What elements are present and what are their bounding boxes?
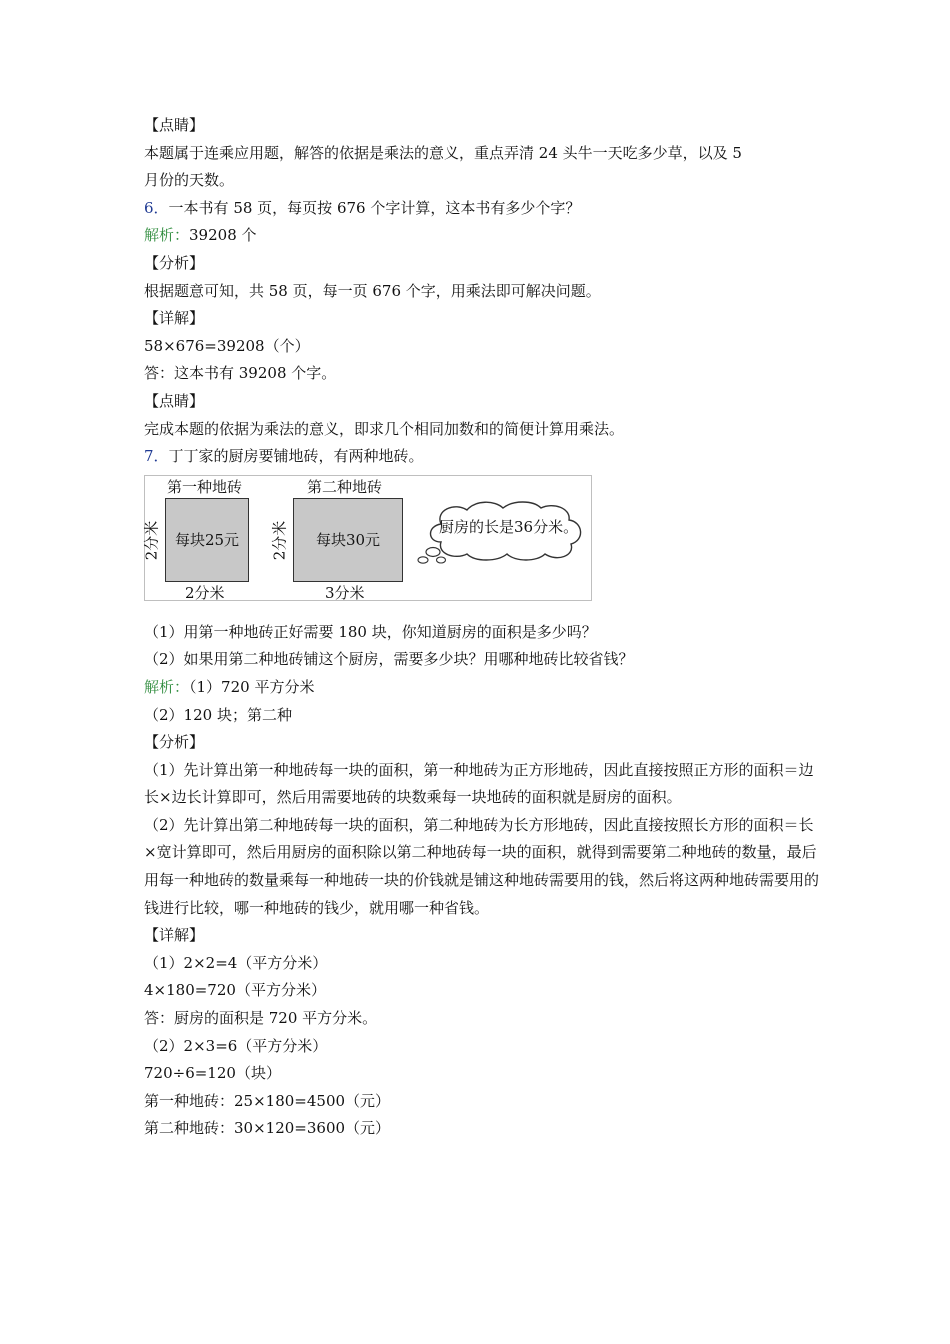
analysis-text: （2）先计算出第二种地砖每一块的面积，第二种地砖为长方形地砖，因此直接按照长方形的面积＝长×宽计算即可，然后用厨房的面积除以第二种地砖每一块的面积，就得到需要第二种地砖的数量，最后用每一种地砖的数量乘每一种地砖一块的价钱就是铺这种地砖需要用的钱，然后将这两种地砖需要用的钱进行比较，哪一种地砖的钱少，就用哪一种省钱。 [144, 815, 820, 917]
answer-line [144, 222, 824, 250]
answer-line: （2）120 块；第二种 [144, 705, 292, 724]
tile2-rectangle [293, 498, 403, 582]
tile1-title: 第一种地砖 [167, 477, 243, 496]
reply-line: 答：这本书有 39208 个字。 [144, 364, 337, 383]
tile2-bottom-label: 3分米 [325, 583, 365, 602]
section-heading: 【点睛】 [144, 116, 205, 134]
calc-line: （2）2×3=6（平方分米） [144, 1036, 328, 1055]
answer-text: 39208 个 [189, 226, 257, 245]
calc-line: 4×180=720（平方分米） [144, 981, 326, 1000]
section-heading: 【点睛】 [144, 391, 205, 410]
section-heading: 【详解】 [144, 309, 205, 328]
calc-line: 720÷6=120（块） [144, 1064, 281, 1083]
answer-label: 解析： [144, 677, 190, 696]
comment-text: 月份的天数。 [144, 171, 235, 190]
tile1-price: 每块25元 [174, 531, 240, 550]
section-heading: 【分析】 [144, 733, 205, 752]
comment-text: 完成本题的依据为乘法的意义，即求几个相同加数和的简便计算用乘法。 [144, 419, 625, 438]
sub-question-1: （1）用第一种地砖正好需要 180 块，你知道厨房的面积是多少吗？ [144, 622, 597, 641]
question-number: 6． [144, 198, 169, 217]
question-7 [144, 443, 824, 471]
document-page [144, 112, 824, 1143]
calc-line: 第二种地砖：30×120=3600（元） [144, 1119, 391, 1138]
reply-line: 答：厨房的面积是 720 平方分米。 [144, 1009, 378, 1028]
tile1-square [165, 498, 249, 582]
comment-text: 本题属于连乘应用题，解答的依据是乘法的意义，重点弄清 24 头牛一天吃多少草，以及 5 [144, 143, 742, 162]
answer-text: （1）720 平方分米 [189, 677, 315, 696]
section-heading: 【分析】 [144, 253, 205, 272]
tile2-title: 第二种地砖 [307, 477, 383, 496]
calc-line: 58×676=39208（个） [144, 336, 310, 355]
analysis-text: （1）先计算出第一种地砖每一块的面积，第一种地砖为正方形地砖，因此直接按照正方形的面积＝边长×边长计算即可，然后用需要地砖的块数乘每一块地砖的面积就是厨房的面积。 [144, 760, 814, 807]
answer-line [144, 674, 824, 702]
question-number: 7． [144, 447, 169, 466]
tile2-side-label: 2分米 [270, 520, 289, 560]
sub-question-2: （2）如果用第二种地砖铺这个厨房，需要多少块？用哪种地砖比较省钱？ [144, 650, 634, 669]
question-6 [144, 195, 824, 223]
calc-line: （1）2×2=4（平方分米） [144, 953, 328, 972]
question-text: 一本书有 58 页，每页按 676 个字计算，这本书有多少个字？ [168, 198, 581, 217]
tile1-bottom-label: 2分米 [185, 583, 225, 602]
analysis-text: 根据题意可知，共 58 页，每一页 676 个字，用乘法即可解决问题。 [144, 281, 601, 300]
answer-label: 解析： [144, 226, 190, 245]
section-heading: 【详解】 [144, 926, 205, 945]
tile-figure [144, 475, 592, 601]
question-text: 丁丁家的厨房要铺地砖，有两种地砖。 [168, 447, 424, 466]
tile2-price: 每块30元 [315, 531, 381, 550]
thought-text: 厨房的长是36分米。 [439, 517, 579, 536]
tile1-side-label: 2分米 [142, 520, 161, 560]
calc-line: 第一种地砖：25×180=4500（元） [144, 1091, 391, 1110]
